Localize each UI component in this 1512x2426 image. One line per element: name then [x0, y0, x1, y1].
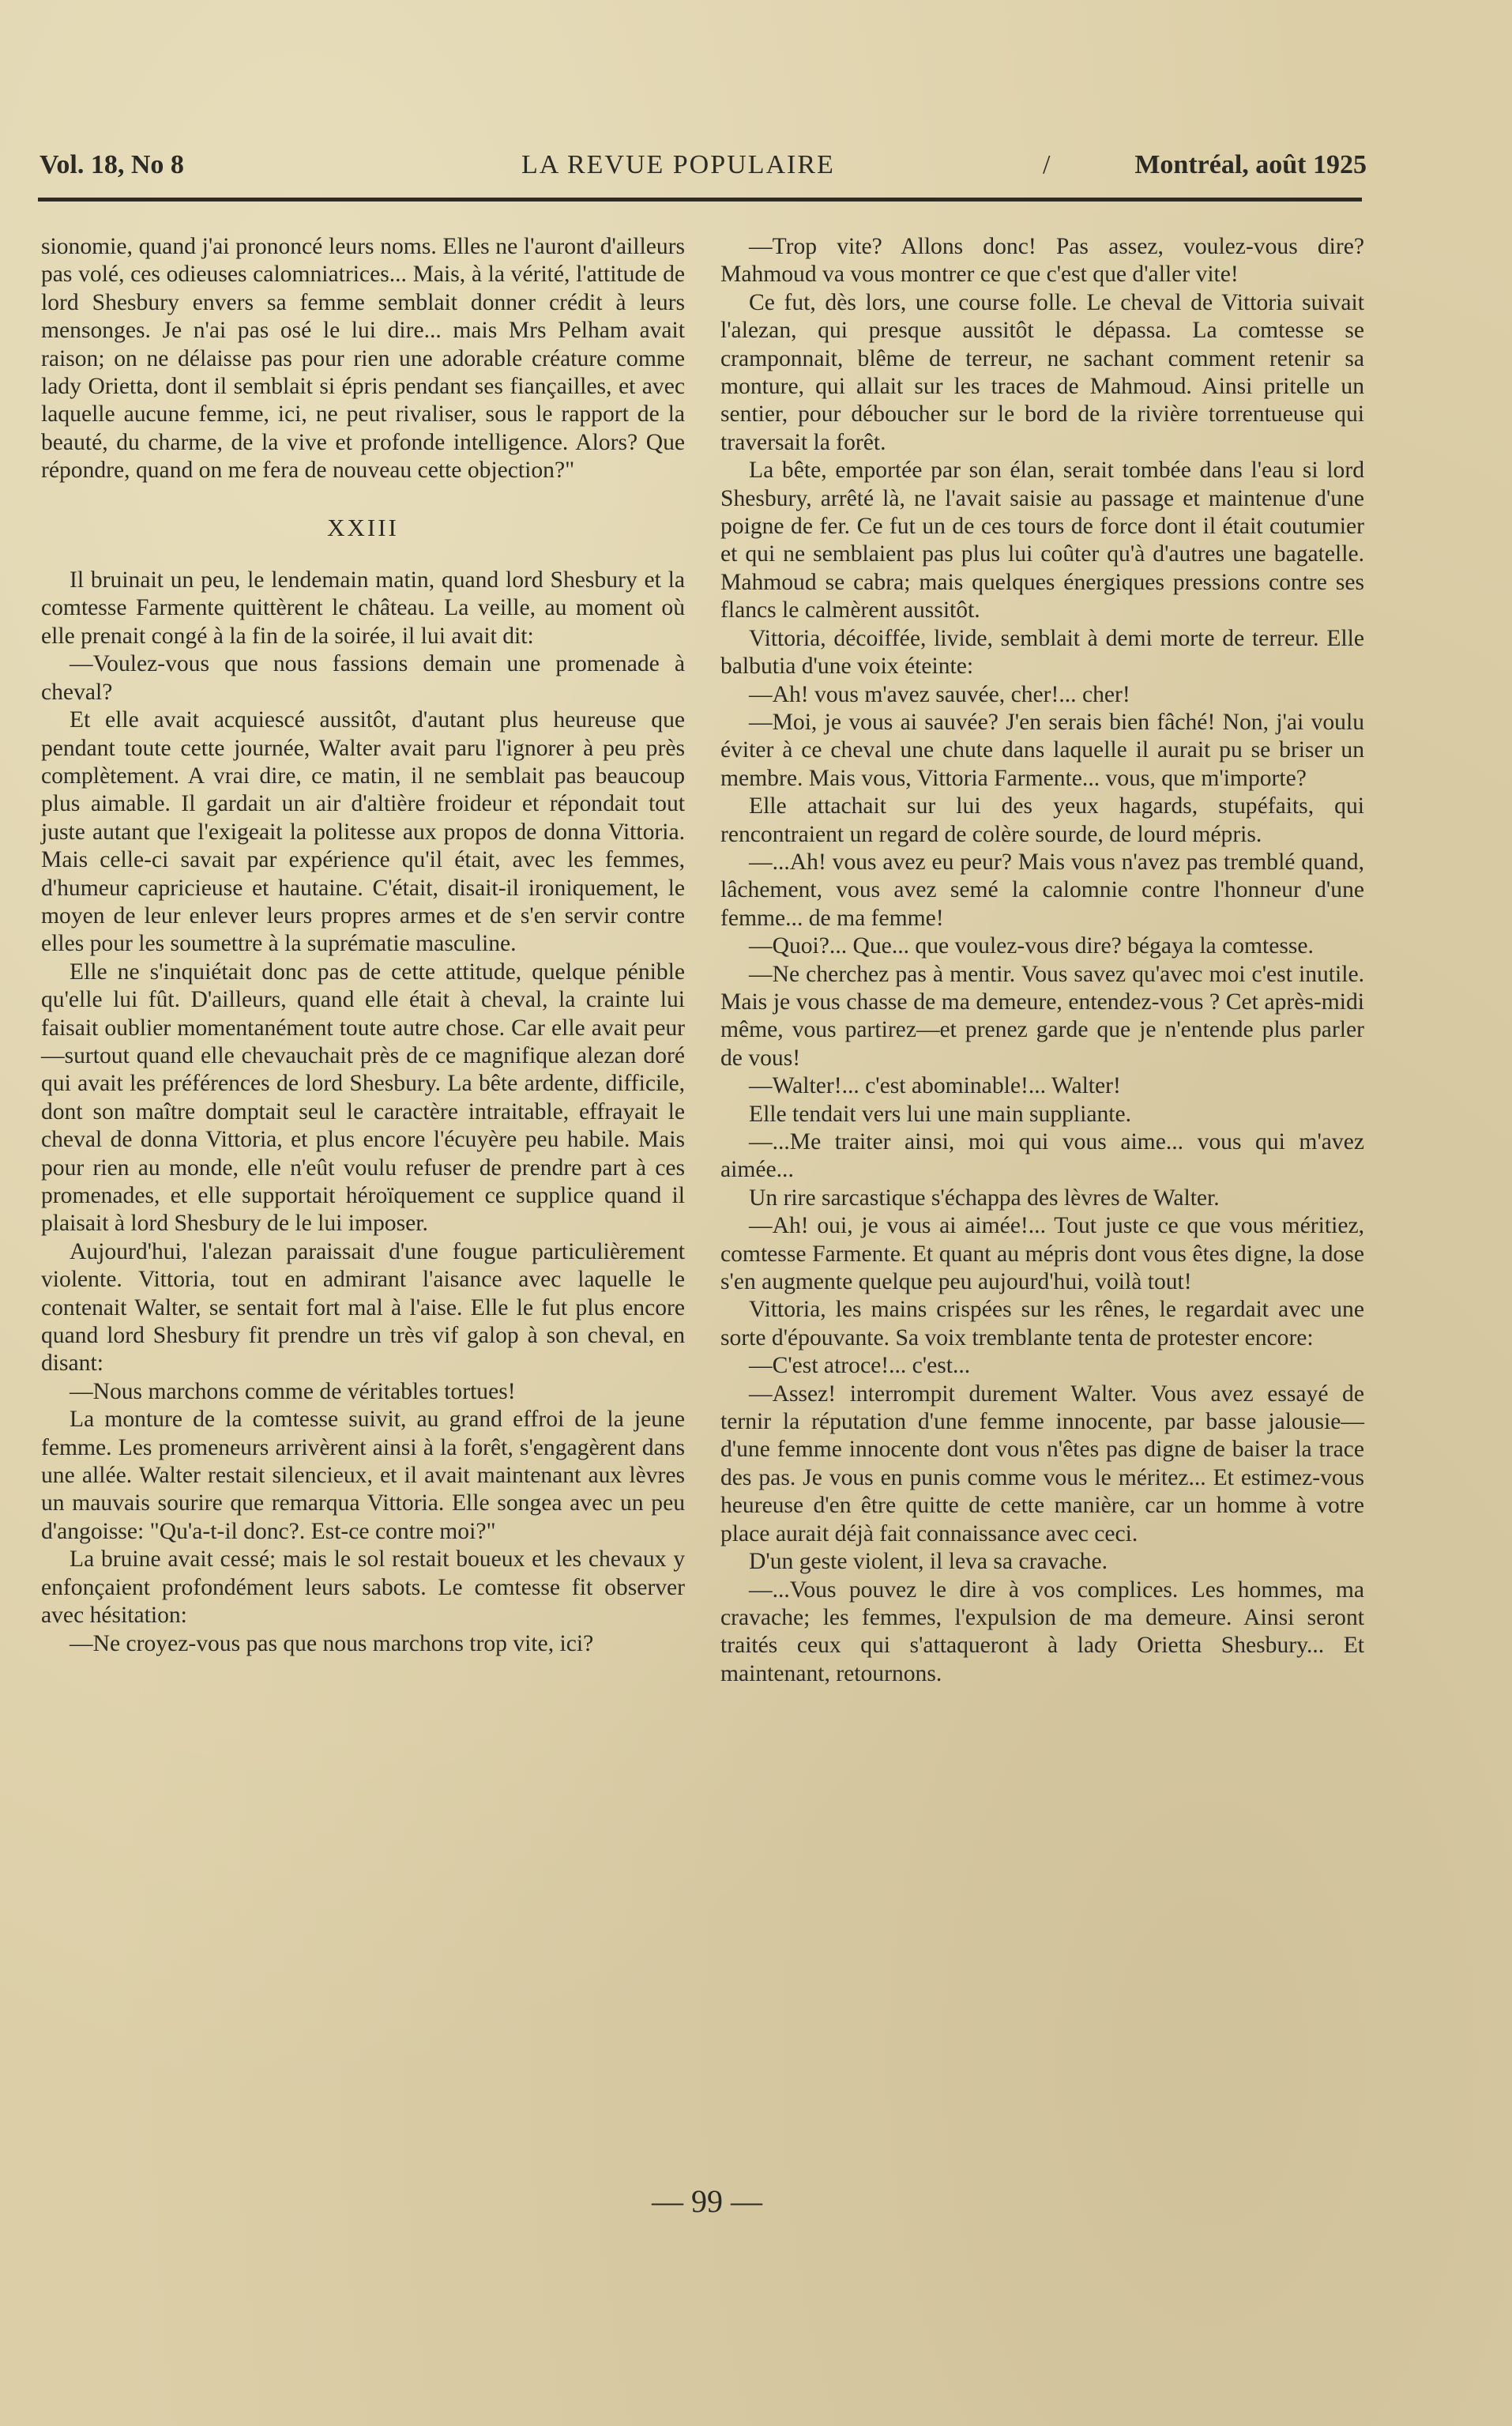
- paragraph: —Ah! oui, je vous ai aimée!... Tout juste ce que vous méritiez, comtesse Farmente. Et quant au mépris dont vous êtes digne, la dose s'en augmente quelque peu aujourd'hui, voilà tout!: [720, 1213, 1364, 1295]
- paragraph: Et elle avait acquiescé aussitôt, d'autant plus heureuse que pendant toute cette journée, Walter avait paru l'ignorer à peu près complètement. A vrai dire, ce matin, il ne semblait pas beaucoup plus aimable. Il gardait un air d'altière froideur et répondait tout juste autant que l'exigeait la politesse aux propos de donna Vittoria. Mais celle-ci savait par expérience qu'il était, avec les femmes, d'humeur capricieuse et hautaine. C'était, disait-il ironiquement, le moyen de leur enlever leurs propres armes et de s'en servir contre elles pour les soumettre à la suprématie masculine.: [41, 707, 685, 957]
- paragraph: —Walter!... c'est abominable!... Walter!: [749, 1073, 1121, 1099]
- right-column: [720, 233, 1364, 1688]
- paragraph: La bruine avait cessé; mais le sol restait boueux et les chevaux y enfonçaient profondément leurs sabots. Le comtesse fit observer avec hésitation:: [41, 1546, 685, 1629]
- paragraph: Ce fut, dès lors, une course folle. Le cheval de Vittoria suivait l'alezan, qui presque aussitôt le dépassa. La comtesse se cramponnait, blême de terreur, ne sachant comment retenir sa monture, qui allait sur les traces de Mahmoud. Ainsi pritelle un sentier, pour déboucher sur le bord de la rivière torrentueuse qui traversait la forêt.: [720, 289, 1364, 455]
- paragraph: —...Me traiter ainsi, moi qui vous aime... vous qui m'avez aimée...: [720, 1129, 1364, 1183]
- paragraph: Aujourd'hui, l'alezan paraissait d'une fougue particulièrement violente. Vittoria, tout en admirant l'aisance avec laquelle le contenait Walter, se sentait fort mal à l'aise. Elle le fut plus encore quand lord Shesbury fit prendre un très vif galop à son cheval, en disant:: [41, 1238, 685, 1377]
- paragraph: —Ah! vous m'avez sauvée, cher!... cher!: [749, 681, 1130, 707]
- paragraph: —Ne cherchez pas à mentir. Vous savez qu'avec moi c'est inutile. Mais je vous chasse de ma demeure, entendez-vous ? Cet après-midi même, vous partirez—et prenez garde que je n'entende plus parler de vous!: [720, 961, 1364, 1071]
- paragraph: —Assez! interrompit durement Walter. Vous avez essayé de ternir la réputation d'une femme innocente, par basse jalousie—d'une femme innocente dont vous n'êtes pas digne de baiser la trace des pas. Je vous en punis comme vous le méritez... Et estimez-vous heureuse d'en être quitte de cette manière, car un homme à votre place aurait déjà fait connaissance avec ceci.: [720, 1381, 1364, 1546]
- magazine-title: LA REVUE POPULAIRE: [521, 150, 835, 179]
- chapter-heading: XXIII: [327, 513, 399, 541]
- paragraph: Vittoria, décoiffée, livide, semblait à demi morte de terreur. Elle balbutia d'une voix éteinte:: [720, 625, 1364, 680]
- paragraph: Un rire sarcastique s'échappa des lèvres de Walter.: [749, 1185, 1220, 1211]
- left-column: [41, 233, 685, 1658]
- header-mark: /: [1043, 150, 1051, 179]
- issue-date: Montréal, août 1925: [1134, 150, 1367, 179]
- paragraph: Elle tendait vers lui une main suppliante.: [749, 1101, 1132, 1127]
- paragraph: —...Vous pouvez le dire à vos complices. Les hommes, ma cravache; les femmes, l'expulsion de ma demeure. Ainsi seront traités ceux qui s'attaqueront à lady Orietta Shesbury... Et maintenant, retournons.: [720, 1577, 1364, 1686]
- paragraph: Elle ne s'inquiétait donc pas de cette attitude, quelque pénible qu'elle lui fût. D'ailleurs, quand elle était à cheval, la crainte lui faisait oublier momentanément toute autre chose. Car elle avait peur—surtout quand elle chevauchait près de ce magnifique alezan doré qui avait les préférences de lord Shesbury. La bête ardente, difficile, dont son maître domptait seul le caractère intraitable, effrayait le cheval de donna Vittoria, et plus encore l'écuyère peu habile. Mais pour rien au monde, elle n'eût voulu refuser de prendre part à ces promenades, et elle supportait héroïquement ce supplice quand il plaisait à lord Shesbury de le lui imposer.: [41, 959, 685, 1237]
- paragraph: —C'est atroce!... c'est...: [749, 1353, 971, 1379]
- paragraph: Vittoria, les mains crispées sur les rênes, le regardait avec une sorte d'épouvante. Sa voix tremblante tenta de protester encore:: [720, 1297, 1364, 1350]
- paragraph: —Voulez-vous que nous fassions demain une promenade à cheval?: [41, 651, 685, 705]
- paragraph: La monture de la comtesse suivit, au grand effroi de la jeune femme. Les promeneurs arrivèrent ainsi à la forêt, s'engagèrent dans une allée. Walter restait silencieux, et il avait maintenant aux lèvres un mauvais sourire que remarqua Vittoria. Elle songea avec un peu d'angoisse: "Qu'a-t-il donc?. Est-ce contre moi?": [41, 1407, 685, 1544]
- paragraph: —Ne croyez-vous pas que nous marchons trop vite, ici?: [70, 1630, 594, 1656]
- volume-number: Vol. 18, No 8: [39, 150, 184, 179]
- page-number: — 99 —: [652, 2183, 762, 2219]
- paragraph: Il bruinait un peu, le lendemain matin, quand lord Shesbury et la comtesse Farmente quittèrent le château. La veille, au moment où elle prenait congé à la fin de la soirée, il lui avait dit:: [41, 567, 685, 649]
- paragraph: —Nous marchons comme de véritables tortues!: [70, 1378, 516, 1404]
- header-rule: [38, 198, 1362, 202]
- paragraph: Elle attachait sur lui des yeux hagards, stupéfaits, qui rencontraient un regard de colère sourde, de lourd mépris.: [720, 793, 1364, 847]
- running-header: [39, 150, 1367, 198]
- paragraph: sionomie, quand j'ai prononcé leurs noms. Elles ne l'auront d'ailleurs pas volé, ces odieuses calomniatrices... Mais, à la vérité, l'attitude de lord Shesbury envers sa femme semblait donner crédit à leurs mensonges. Je n'ai pas osé le lui dire... mais Mrs Pelham avait raison; on ne délaisse pas pour rien une adorable créature comme lady Orietta, dont il semblait si épris pendant ses fiançailles, et avec laquelle aucune femme, ici, ne peut rivaliser, sous le rapport de la beauté, du charme, de la vive et profonde intelligence. Alors? Que répondre, quand on me fera de nouveau cette objection?": [41, 234, 685, 484]
- paragraph: D'un geste violent, il leva sa cravache.: [749, 1549, 1108, 1575]
- paragraph: La bête, emportée par son élan, serait tombée dans l'eau si lord Shesbury, arrêté là, ne l'avait saisie au passage et maintenue d'une poigne de fer. Ce fut un de ces tours de force dont il était coutumier et qui ne semblaient pas plus lui coûter qu'à d'autres une bagatelle. Mahmoud se cabra; mais quelques énergiques pressions contre ses flancs le calmèrent aussitôt.: [720, 458, 1364, 623]
- paragraph: —Quoi?... Que... que voulez-vous dire? bégaya la comtesse.: [749, 933, 1314, 959]
- paragraph: —Moi, je vous ai sauvée? J'en serais bien fâché! Non, j'ai voulu éviter à ce cheval une chute dans laquelle il aurait pu se briser un membre. Mais vous, Vittoria Farmente... vous, que m'importe?: [720, 709, 1364, 791]
- paragraph: —Trop vite? Allons donc! Pas assez, voulez-vous dire? Mahmoud va vous montrer ce que c'est que d'aller vite!: [720, 234, 1364, 288]
- paragraph: —...Ah! vous avez eu peur? Mais vous n'avez pas tremblé quand, lâchement, vous avez semé la calomnie contre l'honneur d'une femme... de ma femme!: [720, 849, 1364, 931]
